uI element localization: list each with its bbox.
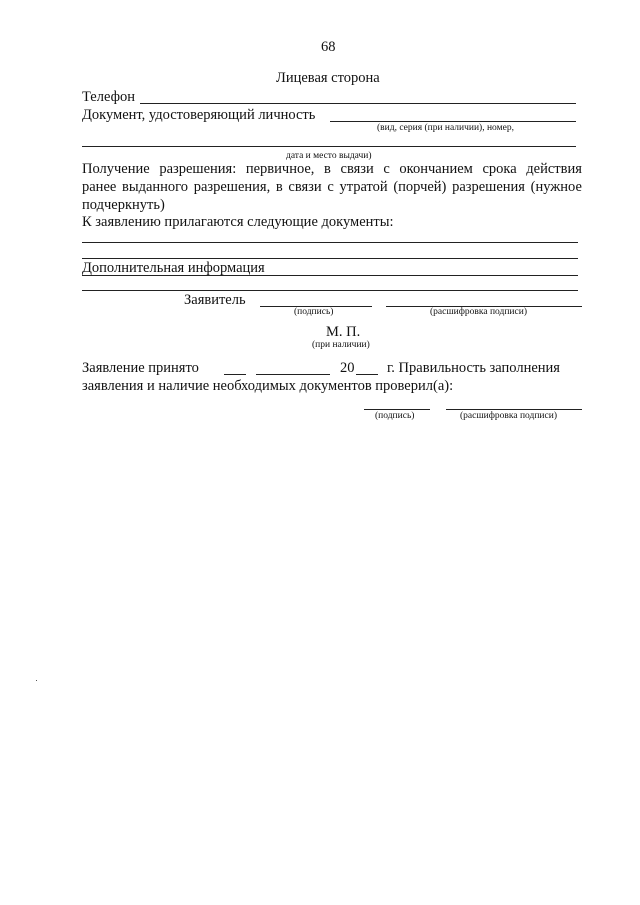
checker-signature-line[interactable] — [364, 409, 430, 410]
applicant-signature-hint: (подпись) — [294, 307, 334, 317]
applicant-label: Заявитель — [184, 292, 246, 308]
stamp-hint: (при наличии) — [312, 340, 370, 350]
id-document-hint-2: дата и место выдачи) — [286, 151, 372, 161]
accepted-line-2: заявления и наличие необходимых документов проверил(а): — [82, 378, 454, 394]
applicant-decode-hint: (расшифровка подписи) — [430, 307, 527, 317]
accepted-year-line[interactable] — [356, 374, 378, 375]
accepted-month-line[interactable] — [256, 374, 330, 375]
additional-info-underline — [82, 275, 272, 276]
phone-label: Телефон — [82, 89, 135, 105]
accepted-end: г. Правильность заполнения — [387, 360, 560, 376]
accepted-year-prefix: 20 — [340, 360, 355, 376]
checker-signature-hint: (подпись) — [375, 411, 415, 421]
accepted-day-line[interactable] — [224, 374, 246, 375]
id-document-label: Документ, удостоверяющий личность — [82, 107, 316, 123]
accepted-start: Заявление принято — [82, 360, 199, 376]
permit-line-1: Получение разрешения: первичное, в связи с окончанием срока действия — [82, 161, 582, 177]
additional-info-label: Дополнительная информация — [82, 260, 265, 276]
id-document-field-line[interactable] — [330, 121, 576, 122]
attached-documents-label: К заявлению прилагаются следующие документы: — [82, 214, 394, 230]
accepted-line-1 — [82, 360, 582, 378]
phone-field-line[interactable] — [140, 103, 576, 104]
attached-documents-line-1[interactable] — [82, 242, 578, 243]
id-document-hint: (вид, серия (при наличии), номер, — [377, 123, 514, 133]
permit-type-paragraph — [82, 160, 582, 214]
permit-line-3: подчеркнуть) — [82, 197, 165, 213]
stamp-label: М. П. — [326, 324, 361, 340]
checker-decode-line[interactable] — [446, 409, 582, 410]
attached-documents-line-2[interactable] — [82, 258, 578, 259]
scan-speck — [36, 680, 37, 681]
permit-line-2: ранее выданного разрешения, в связи с утратой (порчей) разрешения (нужное — [82, 179, 582, 195]
additional-info-line-2[interactable] — [82, 290, 578, 291]
id-document-field-line-2[interactable] — [82, 146, 576, 147]
additional-info-field-line[interactable] — [272, 275, 578, 276]
checker-decode-hint: (расшифровка подписи) — [460, 411, 557, 421]
side-title: Лицевая сторона — [276, 70, 380, 86]
page-number: 68 — [321, 39, 336, 55]
